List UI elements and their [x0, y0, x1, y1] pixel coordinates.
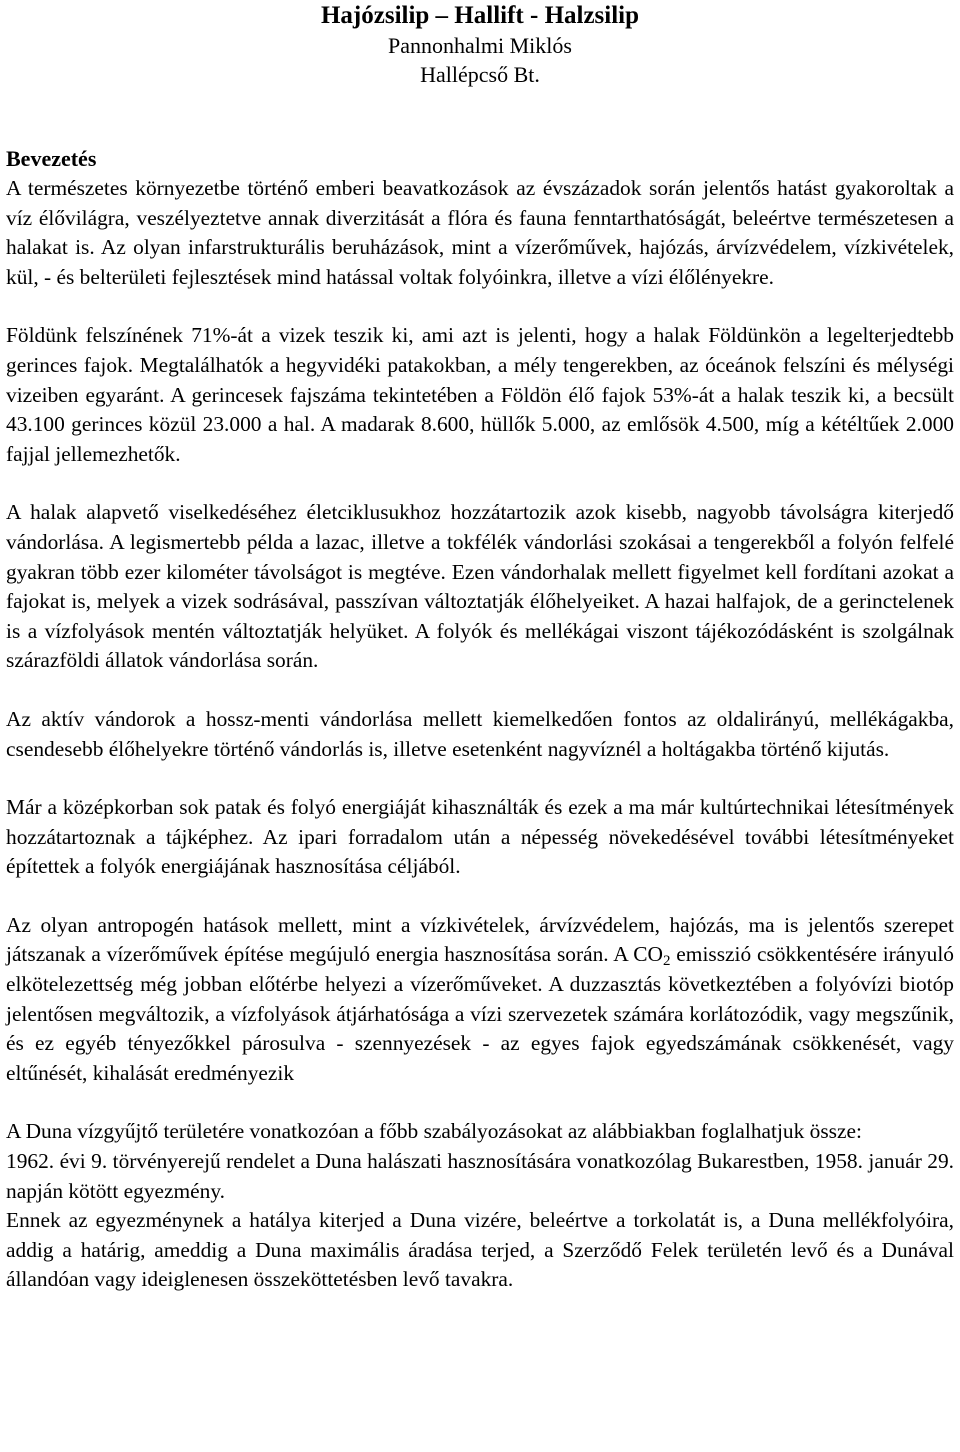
- paragraph-intro-3: A halak alapvető viselkedéséhez életciklusukhoz hozzátartozik azok kisebb, nagyobb távolságra kiterjedő vándorlása. A legismertebb példa a lazac, illetve a tokfélék vándorlási szokásai a tengerekből a folyón felfelé gyakran több ezer kilométer távolságot is megtéve. Ezen vándorhalak mellett figyelmet kell fordítani azokat a fajokat is, melyek a vizek sodrásával, passzívan változtatják élőhelyeiket. A hazai halfajok, de a gerinctelenek is a vízfolyások mentén változtatják helyüket. A folyók és mellékágai viszont tájékozódásként is szolgálnak szárazföldi állatok vándorlása során.: [6, 500, 954, 673]
- document-header: [6, 0, 954, 89]
- paragraph-intro-5: Már a középkorban sok patak és folyó energiáját kihasználták és ezek a ma már kultúrtechnikai létesítmények hozzátartoznak a tájképhez. Az ipari forradalom után a népesség növekedésével további létesítményeket építettek a folyók energiájának hasznosítása céljából.: [6, 795, 954, 879]
- paragraph-intro-6: [6, 911, 954, 1089]
- section-heading-intro: Bevezetés: [6, 146, 97, 171]
- paragraph-intro-7: A Duna vízgyűjtő területére vonatkozóan a főbb szabályozásokat az alábbiakban foglalhatjuk össze:: [6, 1119, 862, 1144]
- paragraph-intro-4: Az aktív vándorok a hossz-menti vándorlása mellett kiemelkedően fontos az oldalirányú, mellékágakba, csendesebb élőhelyekre történő vándorlás is, illetve esetenként nagyvíznél a holtágakba történő kijutás.: [6, 706, 954, 761]
- author-name: Pannonhalmi Miklós: [388, 33, 572, 58]
- paragraph-intro-6-part-1: Az olyan antropogén hatások mellett, mint a vízkivételek, árvízvédelem, hajózás, ma is jelentős szerepet játszanak a vízerőművek építése megújuló energia hasznosítása során. A CO: [6, 912, 954, 967]
- paragraph-intro-1: A természetes környezetbe történő emberi beavatkozások az évszázadok során jelentős hatást gyakoroltak a víz élővilágra, veszélyeztetve annak diverzitását a flóra és fauna fenntarthatóságát, beleértve természetesen a halakat is. Az olyan infarstrukturális beruházások, mint a vízerőművek, hajózás, árvízvédelem, vízkivételek, kül, - és belterületi fejlesztések mind hatással voltak folyóinkra, illetve a vízi élőlényekre.: [6, 176, 954, 289]
- paragraph-intro-9: Ennek az egyezménynek a hatálya kiterjed a Duna vizére, beleértve a torkolatát is, a Duna mellékfolyóira, addig a határig, ameddig a Duna maximális áradása terjed, a Szerződő Felek területén levő és a Dunával állandóan vagy ideiglenesen összeköttetésben levő tavakra.: [6, 1208, 954, 1292]
- paragraph-intro-2: Földünk felszínének 71%-át a vizek teszik ki, ami azt is jelenti, hogy a halak Földünkön a legelterjedtebb gerinces fajok. Megtalálhatók a hegyvidéki patakokban, a mély tengerekben, az óceánok felszíni és mélységi vizeiben egyaránt. A gerincesek fajszáma tekintetében a Földön élő fajok 53%-át a halak teszik ki, a becsült 43.100 gerinces közül 23.000 a hal. A madarak 8.600, hüllők 5.000, az emlősök 4.500, míg a kétéltűek 2.000 fajjal jellemezhetők.: [6, 323, 954, 466]
- document-title: Hajózsilip – Hallift - Halzsilip: [320, 2, 640, 29]
- paragraph-intro-8: 1962. évi 9. törvényerejű rendelet a Duna halászati hasznosítására vonatkozólag Bukarestben, 1958. január 29. napján kötött egyezmény.: [6, 1149, 954, 1203]
- paragraph-intro-6-part-2: emisszió csökkentésére irányuló elkötelezettség még jobban előtérbe helyezi a vízerőműveket. A duzzasztás következtében a folyóvízi biotóp jelentősen megváltozik, a vízfolyások átjárhatósága a vízi szervezetek számára korlátozódik, vagy megszűnik, és ez egyéb tényezőkkel párosulva - szennyezések - az egyes fajok egyedszámának csökkenését, vagy eltűnését, kihalását eredményezik: [6, 942, 954, 1085]
- co2-subscript: 2: [663, 953, 671, 970]
- company-name: Hallépcső Bt.: [420, 62, 540, 87]
- document-page: [6, 0, 954, 1295]
